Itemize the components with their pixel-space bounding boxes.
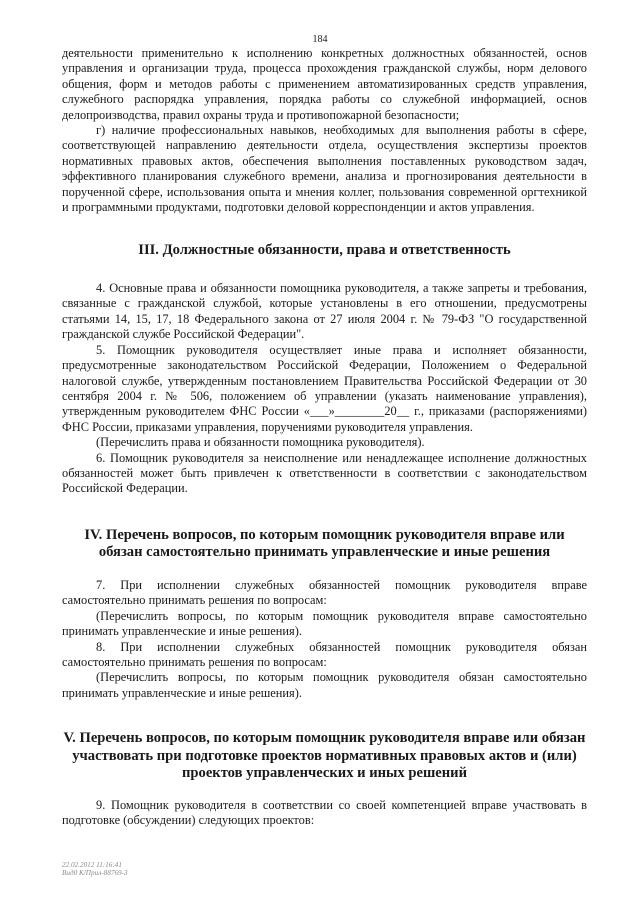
section-3-heading: III. Должностные обязанности, права и ответственность — [138, 242, 511, 259]
document-code: Вид0 К/Прил-88769-3 — [62, 869, 128, 878]
intro-paragraph-g: г) наличие профессиональных навыков, необходимых для выполнения работы в сфере, соответствующей направлению деятельности отдела, осуществления экспертизы проектов нормативных правовых актов, обеспечения выполнения поставленных руководством задач, эффективного планирования служебного времени, анализа и прогнозирования деятельности в порученной сфере, использования опыта и мнения коллег, пользования современной оргтехникой и программными продуктами, подготовки деловой корреспонденции и актов управления. — [62, 123, 587, 215]
print-stamp — [62, 861, 128, 878]
note-7: (Перечислить вопросы, по которым помощник руководителя вправе самостоятельно принимать управленческие и иные решения). — [62, 608, 587, 639]
paragraph-7: 7. При исполнении служебных обязанностей помощник руководителя вправе самостоятельно принимать решения по вопросам: — [62, 577, 587, 608]
print-timestamp: 22.02.2012 11:16:41 — [62, 861, 122, 869]
paragraph-6: 6. Помощник руководителя за неисполнение или ненадлежащее исполнение должностных обязанностей может быть привлечен к ответственности в соответствии с законодательством Российской Федерации. — [62, 450, 587, 496]
paragraph-5: 5. Помощник руководителя осуществляет иные права и исполняет обязанности, предусмотренные законодательством Российской Федерации, Положением о Федеральной налоговой службе, утвержденным постановлением Правительства Российской Федерации от 30 сентября 2004 г. № 506, положением об управлении (указать наименование управления), утвержденным руководителем ФНС России «___»________20__ г., приказами (распоряжениями) ФНС России, приказами управления, поручениями руководителя управления. — [62, 342, 587, 434]
page-number: 184 — [312, 34, 328, 45]
paragraph-9: 9. Помощник руководителя в соответствии со своей компетенцией вправе участвовать в подготовке (обсуждении) следующих проектов: — [62, 797, 587, 828]
section-4-heading: IV. Перечень вопросов, по которым помощник руководителя вправе или обязан самостоятельно принимать управленческие и иные решения — [84, 526, 565, 561]
document-body — [62, 46, 587, 829]
paragraph-4: 4. Основные права и обязанности помощника руководителя, а также запреты и требования, связанные с гражданской службой, которые установлены в его отношении, предусмотрены статьями 14, 15, 17, 18 Федерального закона от 27 июля 2004 г. № 79-ФЗ "О государственной гражданской службе Российской Федерации". — [62, 281, 587, 342]
paragraph-8: 8. При исполнении служебных обязанностей помощник руководителя обязан самостоятельно принимать решения по вопросам: — [62, 639, 587, 669]
note-8: (Перечислить вопросы, по которым помощник руководителя обязан самостоятельно принимать управленческие и иные решения). — [62, 670, 587, 700]
section-5-heading: V. Перечень вопросов, по которым помощник руководителя вправе или обязан участвовать при подготовке проектов нормативных правовых актов и (или) проектов управленческих и иных решений — [63, 730, 586, 782]
rights-note: (Перечислить права и обязанности помощника руководителя). — [96, 435, 425, 450]
intro-paragraph: деятельности применительно к исполнению конкретных должностных обязанностей, основ управления и организации труда, процесса прохождения гражданской службы, норм делового общения, форм и методов работы с применением автоматизированных средств управления, служебного распорядка управления, порядка работы со служебной информацией, основ делопроизводства, правил охраны труда и противопожарной безопасности; — [62, 46, 587, 122]
